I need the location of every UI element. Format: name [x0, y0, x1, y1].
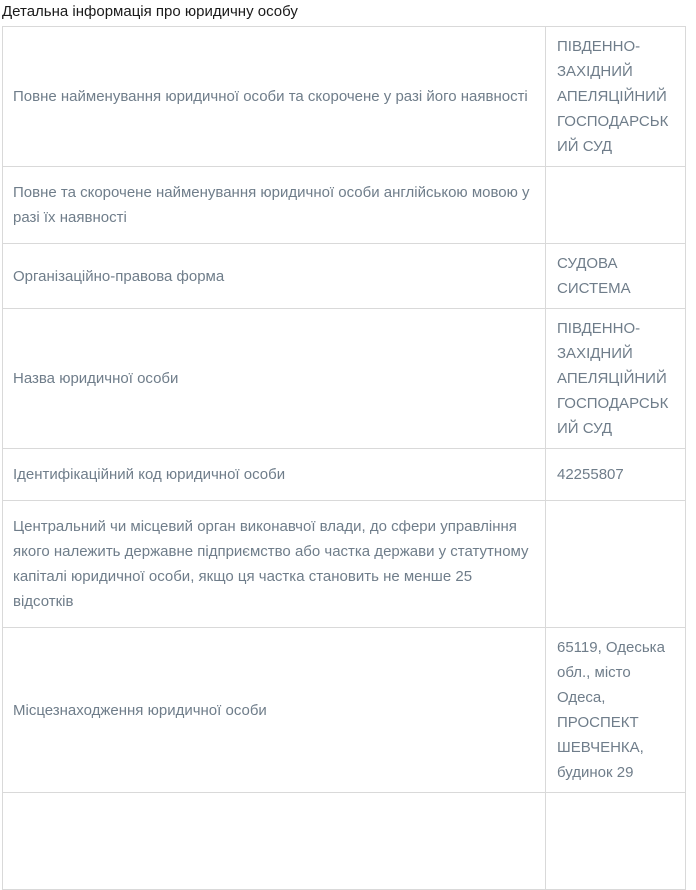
row-value	[546, 501, 686, 628]
legal-entity-details-table	[2, 26, 686, 890]
row-value	[546, 793, 686, 890]
row-label: Повне найменування юридичної особи та скорочене у разі його наявності	[3, 27, 546, 167]
table-row	[3, 628, 686, 793]
table-row	[3, 244, 686, 309]
row-value: 65119, Одеська обл., місто Одеса, ПРОСПЕКТ ШЕВЧЕНКА, будинок 29	[546, 628, 686, 793]
row-value	[546, 167, 686, 244]
row-value: ПІВДЕННО-ЗАХІДНИЙ АПЕЛЯЦІЙНИЙ ГОСПОДАРСЬКИЙ СУД	[546, 309, 686, 449]
row-label: Організаційно-правова форма	[3, 244, 546, 309]
table-row	[3, 309, 686, 449]
row-label: Назва юридичної особи	[3, 309, 546, 449]
row-label: Ідентифікаційний код юридичної особи	[3, 449, 546, 501]
table-row	[3, 27, 686, 167]
row-label: Місцезнаходження юридичної особи	[3, 628, 546, 793]
table-row	[3, 167, 686, 244]
table-row	[3, 501, 686, 628]
row-value: СУДОВА СИСТЕМА	[546, 244, 686, 309]
row-value: 42255807	[546, 449, 686, 501]
page-title: Детальна інформація про юридичну особу	[2, 3, 298, 20]
row-label: Повне та скорочене найменування юридичної особи англійською мовою у разі їх наявності	[3, 167, 546, 244]
table-row	[3, 449, 686, 501]
row-label	[3, 793, 546, 890]
row-value: ПІВДЕННО-ЗАХІДНИЙ АПЕЛЯЦІЙНИЙ ГОСПОДАРСЬКИЙ СУД	[546, 27, 686, 167]
table-row	[3, 793, 686, 890]
row-label: Центральний чи місцевий орган виконавчої влади, до сфери управління якого належить державне підприємство або частка держави у статутному капіталі юридичної особи, якщо ця частка становить не менше 25 відсотків	[3, 501, 546, 628]
